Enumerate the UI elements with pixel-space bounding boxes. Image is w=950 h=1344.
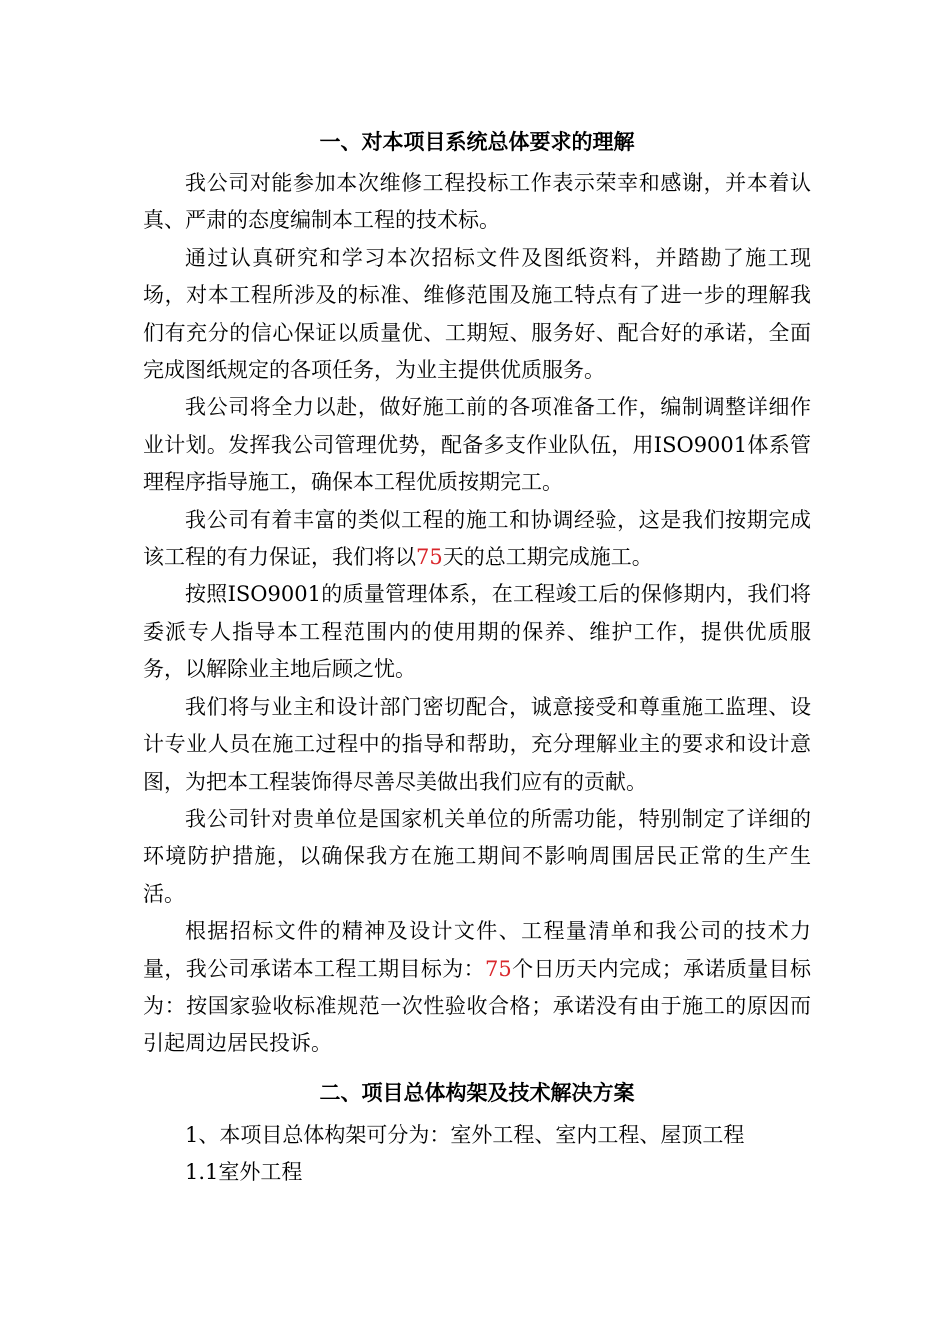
paragraph-8-text-b: 个日历天内完成；承诺质量目标为：按国家验收标准规范一次性验收合格；承诺没有由于施工的原因而引起周边居民投诉。: [143, 956, 812, 1056]
section-1-heading: 一、对本项目系统总体要求的理解: [319, 129, 635, 154]
paragraph-8: [143, 913, 811, 1063]
list-item-1-1: 1.1室外工程: [185, 1160, 303, 1185]
paragraph-8-text-a: 根据招标文件的精神及设计文件、工程量清单和我公司的技术力量，我公司承诺本工程工期目标为：: [143, 919, 811, 981]
paragraph-5: 按照ISO9001的质量管理体系，在工程竣工后的保修期内，我们将委派专人指导本工程范围内的使用期的保养、维护工作，提供优质服务，以解除业主地后顾之忧。: [143, 582, 811, 682]
document-page: [143, 119, 811, 1192]
paragraph-4-text-a: 我公司有着丰富的类似工程的施工和协调经验，这是我们按期完成该工程的有力保证，我们将以: [143, 507, 811, 570]
schedule-days-highlight: 75: [485, 956, 512, 981]
paragraph-2: 通过认真研究和学习本次招标文件及图纸资料，并踏勘了施工现场，对本工程所涉及的标准、维修范围及施工特点有了进一步的理解我们有充分的信心保证以质量优、工期短、服务好、配合好的承诺，全面完成图纸规定的各项任务，为业主提供优质服务。: [143, 245, 811, 383]
paragraph-7: 我公司针对贵单位是国家机关单位的所需功能，特别制定了详细的环境防护措施，以确保我方在施工期间不影响周围居民正常的生产生活。: [143, 806, 811, 906]
list-item-1: 1、本项目总体构架可分为：室外工程、室内工程、屋顶工程: [185, 1122, 745, 1147]
duration-days-highlight: 75: [416, 545, 443, 570]
paragraph-4: [143, 502, 811, 577]
paragraph-3: 我公司将全力以赴，做好施工前的各项准备工作，编制调整详细作业计划。发挥我公司管理优势，配备多支作业队伍，用ISO9001体系管理程序指导施工，确保本工程优质按期完工。: [143, 395, 811, 495]
paragraph-1: 我公司对能参加本次维修工程投标工作表示荣幸和感谢，并本着认真、严肃的态度编制本工程的技术标。: [143, 171, 811, 233]
paragraph-4-text-b: 天的总工期完成施工。: [442, 545, 653, 570]
section-2-heading: 二、项目总体构架及技术解决方案: [319, 1079, 635, 1105]
paragraph-6: 我们将与业主和设计部门密切配合，诚意接受和尊重施工监理、设计专业人员在施工过程中的指导和帮助，充分理解业主的要求和设计意图，为把本工程装饰得尽善尽美做出我们应有的贡献。: [143, 694, 811, 794]
